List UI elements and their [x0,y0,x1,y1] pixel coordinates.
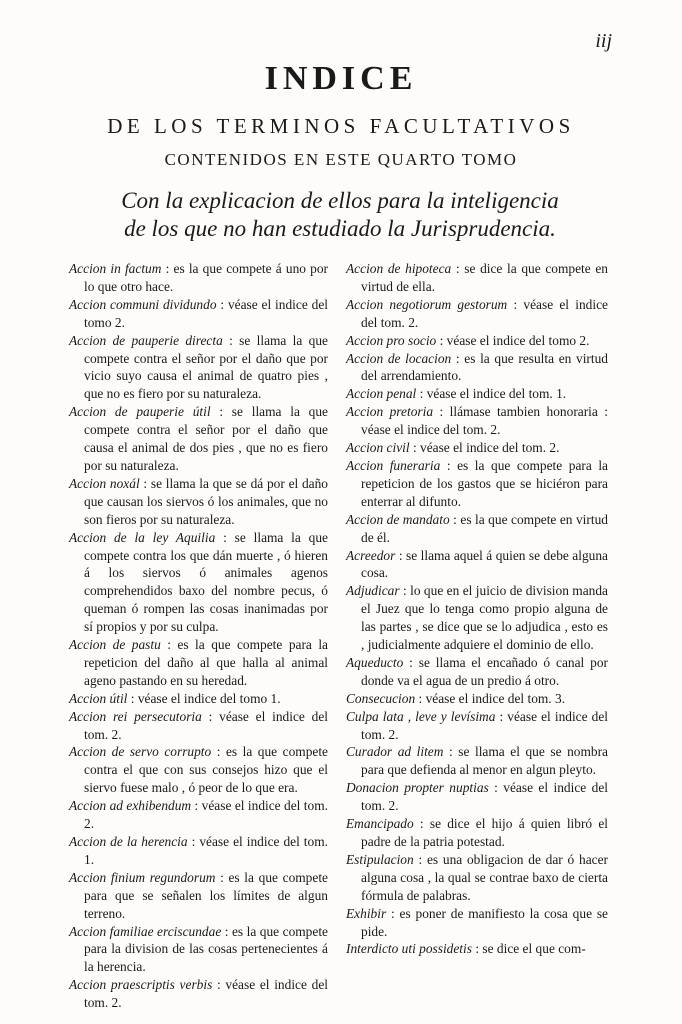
glossary-entry [346,779,608,815]
glossary-term: Accion ad exhibendum [69,798,192,814]
glossary-entry [346,260,608,296]
glossary-term: Accion rei persecutoria [69,708,202,724]
glossary-term: Culpa lata , leve y levísima [346,708,496,724]
glossary-term: Emancipado [346,816,414,832]
glossary-entry [346,851,608,905]
glossary-entry [346,743,608,779]
glossary-entry [346,350,608,386]
glossary-term: Accion familiae erciscundae [69,923,222,939]
glossary-entry [69,260,328,296]
glossary-term: Accion pretoria [346,404,434,420]
glossary-term: Estipulacion [346,851,414,867]
glossary-term: Consecucion [346,690,416,706]
glossary-entry [69,475,328,529]
glossary-term: Accion de la ley Aquilia [69,529,216,545]
glossary-definition: : se llama el que se nombra para que defienda al menor en algun pleyto. [361,744,608,778]
glossary-definition: : véase el indice del tom. 2. [361,708,608,742]
glossary-definition: : es poner de manifiesto la cosa que se pide. [361,905,608,939]
glossary-term: Accion de la herencia [69,834,188,849]
glossary-term: Accion penal [346,386,417,402]
glossary-term: Accion de pastu [69,637,161,653]
glossary-entry [346,385,608,403]
glossary-entry [346,439,608,457]
glossary-term: Accion civil [346,440,410,456]
glossary-entry [69,636,328,690]
glossary-entry [69,833,328,869]
glossary-term: Accion noxál [69,475,140,491]
glossary-definition: : véase el indice del tom. 2. [84,798,328,832]
glossary-definition: : es una obligacion de dar ó hacer alguna cosa , la qual se contrae baxo de cierta fórmula de palabras. [361,851,608,903]
glossary-entry [346,815,608,851]
glossary-term: Aqueducto [346,654,404,670]
volume-line: CONTENIDOS EN ESTE QUARTO TOMO [164,150,518,169]
glossary-entry [69,976,328,1012]
glossary-term: Accion praescriptis verbis [69,977,213,993]
glossary-definition: : se llama la que se dá por el daño que causan los siervos ó los animales, que no son fieros por su naturaleza. [84,475,328,527]
glossary-definition: : véase el indice del tom. 2. [84,708,328,742]
glossary-definition: : llámase tambien honoraria : véase el indice del tom. 2. [361,404,609,438]
glossary-entry [346,582,608,654]
glossary-definition: : se llama la que compete contra el señor por el daño que causa el animal de dos pies , que no es fiero por su naturaleza. [84,404,328,473]
glossary-entry [69,743,328,797]
glossary-entry [346,457,608,511]
intro-line-1: Con la explicacion de ellos para la inteligencia [121,188,559,213]
left-column [69,260,328,1012]
glossary-definition: : véase el indice del tomo 2. [84,296,328,330]
glossary-definition: : se dice el que com- [475,941,586,957]
glossary-term: Accion funeraria [346,457,441,473]
glossary-entry [69,869,328,923]
glossary-entry [69,923,328,977]
glossary-definition: : se llama la que compete contra los que dán muerte , ó hieren á los siervos ó animales agenos comprehendidos baxo del nombre pecus, ó queman ó rompen las cosas inanimadas por sí propios y por su culpa. [84,529,328,635]
glossary-entry [346,547,608,583]
glossary-definition: : se dice la que compete en virtud de ella. [361,261,608,294]
glossary-definition: : es la que compete para que se señalen los límites de algun terreno. [84,869,328,921]
glossary-term: Accion de pauperie directa [69,332,223,348]
glossary-term: Accion de mandato [346,511,450,527]
glossary-entry [346,940,608,958]
glossary-term: Accion de hipoteca [346,261,452,276]
glossary-term: Curador ad litem [346,744,444,760]
glossary-term: Accion communi dividundo [69,296,217,312]
glossary-definition: : se llama la que compete contra el señor por el daño que por vicio suyo causa el animal de quatro pies , que no es fiero por su naturaleza. [84,332,328,402]
glossary-entry [69,690,328,708]
glossary-definition: : se dice el hijo á quien libró el padre de la patria potestad. [361,816,608,849]
glossary-entry [69,797,328,833]
intro-heading [80,187,600,243]
glossary-entry [346,708,608,744]
glossary-term: Accion de pauperie útil [69,404,211,420]
glossary-term: Interdicto uti possidetis [346,941,472,957]
glossary-term: Accion in factum [69,261,162,276]
glossary-definition: : véase el indice del tom. 2. [361,296,608,330]
glossary-definition: : es la que compete contra el que con sus consejos hizo que el siervo fuese malo , ó peor de lo que era. [84,744,328,796]
glossary-entry [69,708,328,744]
glossary-definition: : es la que compete para la repeticion de los gastos que se hiciéron para enterrar al difunto. [361,457,608,509]
page-subtitle: DE LOS TERMINOS FACULTATIVOS [107,114,575,138]
glossary-entry [69,529,328,636]
glossary-entry [69,403,328,475]
glossary-term: Accion finium regundorum [69,869,216,885]
glossary-entry [69,332,328,404]
glossary-entry [346,511,608,547]
glossary-term: Accion de locacion [346,350,452,366]
page-title: INDICE [264,60,418,97]
glossary-definition: : lo que en el juicio de division manda el Juez que lo tenga como propio alguna de las partes , se dice que se lo adjudica , esto es , judicialmente adquiere el dominio de ello. [361,583,608,653]
glossary-definition: : véase el indice del tom. 1. [84,834,328,867]
glossary-term: Donacion propter nuptias [346,780,489,796]
glossary-term: Adjudicar [346,583,400,599]
right-column [346,260,608,958]
page-number: iij [595,30,612,52]
glossary-term: Exhibir [346,905,387,921]
glossary-entry [346,654,608,690]
glossary-definition: : véase el indice del tom. 2. [84,977,328,1011]
glossary-entry [69,296,328,332]
glossary-entry [346,905,608,941]
glossary-definition: : es la que compete para la repeticion del daño al que halla al animal ageno pastando en su heredad. [84,637,328,688]
glossary-term: Accion de servo corrupto [69,744,212,760]
glossary-definition: : es la que compete en virtud de él. [361,511,608,545]
glossary-definition: : se llama el encañado ó canal por donde va el agua de un predio á otro. [361,654,608,688]
glossary-definition: : es la que resulta en virtud del arrendamiento. [361,350,608,384]
intro-line-2: de los que no han estudiado la Jurisprudencia. [124,216,556,241]
glossary-definition: : véase el indice del tomo 2. [439,332,590,348]
glossary-entry [346,690,608,708]
glossary-definition: : véase el indice del tom. 2. [361,780,608,814]
glossary-term: Acreedor [346,547,396,563]
glossary-definition: : véase el indice del tom. 3. [418,690,566,706]
glossary-entry [346,332,608,350]
glossary-entry [346,403,608,439]
glossary-definition: : se llama aquel á quien se debe alguna cosa. [361,547,608,581]
glossary-entry [346,296,608,332]
glossary-definition: : véase el indice del tomo 1. [130,690,281,706]
glossary-term: Accion negotiorum gestorum [346,296,508,312]
glossary-definition: : es la que compete á uno por lo que otro hace. [84,261,328,294]
glossary-definition: : es la que compete para la division de las cosas pertenecientes á la herencia. [84,923,328,975]
glossary-term: Accion pro socio [346,332,437,348]
glossary-term: Accion útil [69,690,128,706]
glossary-definition: : véase el indice del tom. 1. [419,386,567,402]
glossary-definition: : véase el indice del tom. 2. [412,440,560,456]
